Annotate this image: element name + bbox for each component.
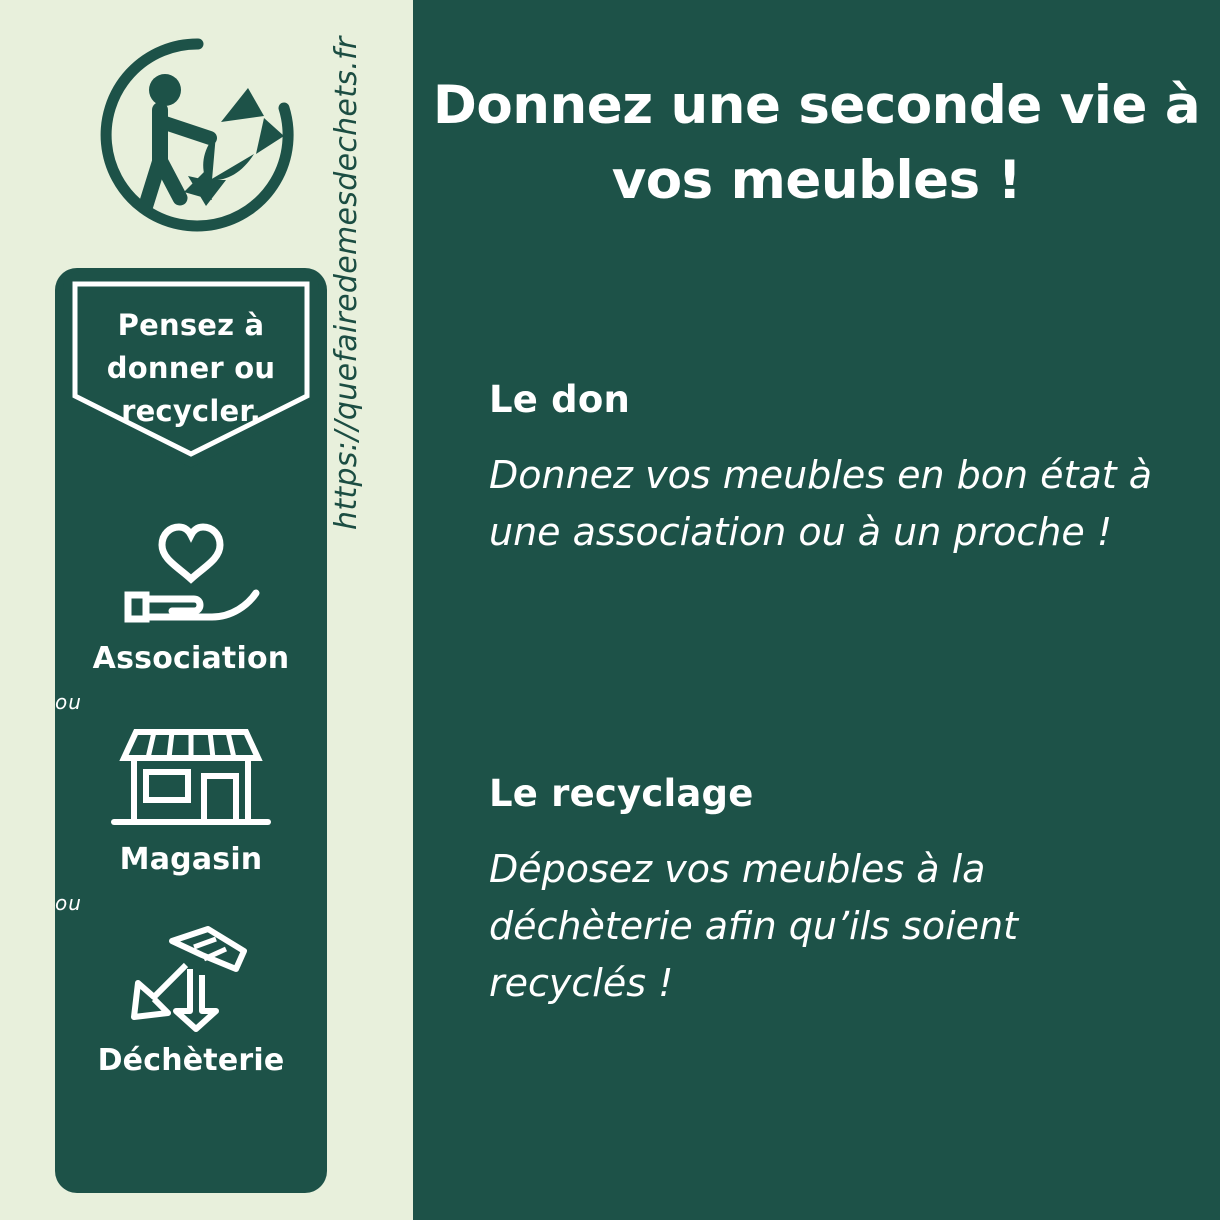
section-title-le-recyclage: Le recyclage xyxy=(489,772,754,815)
badge-line-1: Pensez à xyxy=(117,308,265,342)
badge-text xyxy=(55,304,327,433)
step-label-dechèterie: Déchèterie xyxy=(97,1043,285,1078)
section-le-recyclage xyxy=(489,772,1189,1012)
badge-line-3: recycler. xyxy=(121,393,261,428)
waste-collection-icon xyxy=(55,925,327,1033)
step-separator-1: ou xyxy=(55,690,82,714)
left-panel xyxy=(0,0,413,1220)
badge-line-2: donner ou xyxy=(106,350,276,385)
step-label-association: Association xyxy=(92,641,290,676)
steps-column xyxy=(55,268,327,1193)
page-title: Donnez une seconde vie à vos meubles ! xyxy=(432,75,1201,212)
step-separator-2: ou xyxy=(55,891,82,915)
steps-list xyxy=(55,523,327,1078)
person-recycling-icon xyxy=(88,30,308,240)
right-panel xyxy=(413,0,1220,1220)
section-body-le-recyclage: Déposez vos meubles à la déchèterie afin qu’ils soient recyclés ! xyxy=(489,847,1019,1005)
step-dechèterie xyxy=(55,925,327,1078)
section-title-le-don: Le don xyxy=(489,378,630,421)
section-le-don xyxy=(489,378,1189,561)
hand-heart-icon xyxy=(55,523,327,631)
website-url[interactable]: https://quefairedemesdechets.fr xyxy=(329,36,364,530)
step-label-magasin: Magasin xyxy=(119,842,263,877)
store-icon xyxy=(55,724,327,832)
step-association xyxy=(55,523,327,676)
section-body-le-don: Donnez vos meubles en bon état à une association ou à un proche ! xyxy=(489,453,1153,554)
step-magasin xyxy=(55,724,327,877)
